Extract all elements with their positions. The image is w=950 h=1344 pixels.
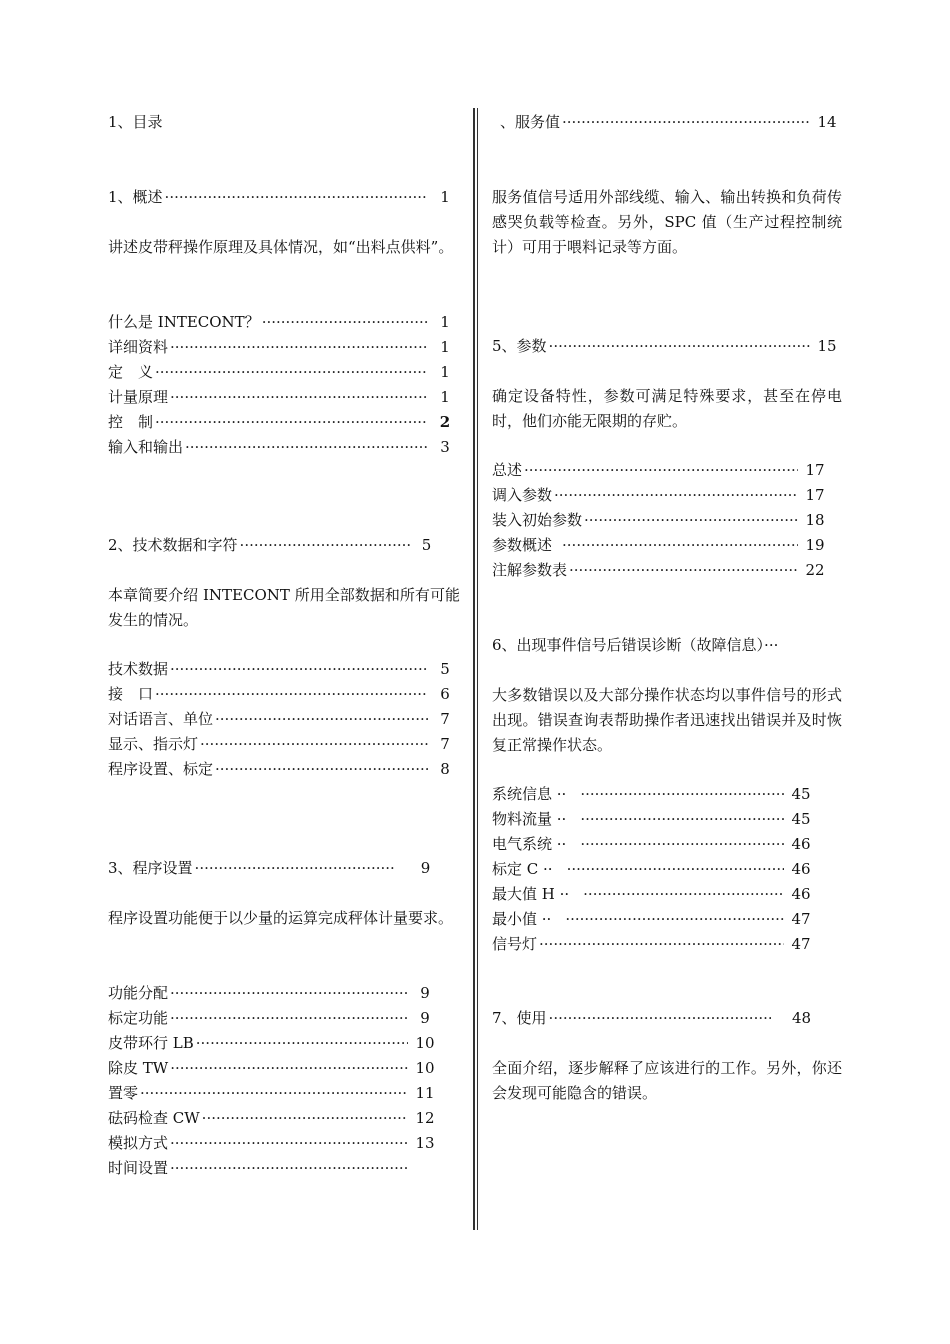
page-number: 1 bbox=[440, 313, 450, 331]
page-number: 46 bbox=[791, 885, 811, 903]
section-2-items bbox=[108, 657, 460, 782]
entry-label: 时间设置 bbox=[108, 1159, 169, 1177]
leader-dots bbox=[195, 856, 395, 881]
section-3-description: 程序设置功能便于以少量的运算完成秤体计量要求。 bbox=[108, 909, 454, 927]
toc-entry bbox=[108, 1056, 440, 1081]
leader-dots bbox=[262, 310, 428, 335]
page-number: 22 bbox=[805, 561, 825, 579]
toc-entry bbox=[108, 1081, 440, 1106]
page-number: 1 bbox=[440, 188, 450, 206]
page-number: 12 bbox=[415, 1109, 435, 1127]
page-number: 2 bbox=[439, 413, 451, 431]
toc-entry bbox=[108, 732, 460, 757]
leader-dots bbox=[565, 907, 784, 932]
leader-dots bbox=[215, 757, 428, 782]
leader-dots bbox=[549, 1006, 771, 1031]
leader-dots bbox=[539, 932, 784, 957]
section-5 bbox=[492, 334, 842, 359]
leader-dots bbox=[155, 410, 428, 435]
section-5-desc-block bbox=[492, 384, 842, 434]
entry-label: 装入初始参数 bbox=[492, 511, 583, 529]
entry-label: 计量原理 bbox=[108, 388, 169, 406]
page-number: 10 bbox=[415, 1059, 435, 1077]
leader-dots bbox=[170, 385, 428, 410]
entry-label: 最大值 H ·· bbox=[492, 885, 570, 903]
section-title: 1、概述 bbox=[108, 188, 163, 206]
entry-label: 标定 C ·· bbox=[492, 860, 553, 878]
section-3 bbox=[108, 856, 460, 881]
page-number: 45 bbox=[791, 810, 811, 828]
entry-label: 最小值 ·· bbox=[492, 910, 552, 928]
leader-dots bbox=[562, 533, 798, 558]
toc-entry bbox=[108, 657, 460, 682]
page-number: 9 bbox=[420, 1009, 430, 1027]
leader-dots bbox=[580, 782, 784, 807]
entry-label: 信号灯 bbox=[492, 935, 538, 953]
page-number: 10 bbox=[415, 1034, 435, 1052]
page-number: 13 bbox=[415, 1134, 435, 1152]
leader-dots bbox=[140, 1081, 408, 1106]
section-7-title bbox=[492, 1006, 812, 1031]
section-1-description: 讲述皮带秤操作原理及具体情况，如“出料点供料”。 bbox=[108, 238, 454, 256]
leader-dots bbox=[165, 185, 428, 210]
entry-label: 模拟方式 bbox=[108, 1134, 169, 1152]
section-1-title bbox=[108, 185, 460, 210]
toc-entry bbox=[108, 1106, 440, 1131]
section-1 bbox=[108, 185, 460, 210]
toc-entry bbox=[492, 483, 830, 508]
toc-entry bbox=[108, 1006, 440, 1031]
entry-label: 总述 bbox=[492, 461, 523, 479]
entry-label: 砝码检查 CW bbox=[108, 1109, 200, 1127]
leader-dots bbox=[583, 882, 784, 907]
page-number: 6 bbox=[440, 685, 450, 703]
toc-heading: 1、目录 bbox=[108, 113, 163, 131]
toc-entry bbox=[108, 310, 460, 335]
section-title: 3、程序设置 bbox=[108, 859, 193, 877]
toc-entry bbox=[492, 458, 830, 483]
entry-label: 控 制 bbox=[108, 413, 154, 431]
page-number: 1 bbox=[440, 388, 450, 406]
entry-label: 什么是 INTECONT？ bbox=[108, 313, 260, 331]
section-6-description: 大多数错误以及大部分操作状态均以事件信号的形式出现。错误查询表帮助操作者迅速找出错误并及时恢复正常操作状态。 bbox=[492, 686, 842, 754]
entry-label: 定 义 bbox=[108, 363, 154, 381]
toc-entry bbox=[492, 832, 816, 857]
page-number: 3 bbox=[440, 438, 450, 456]
toc-entry bbox=[492, 533, 830, 558]
page-number: 47 bbox=[791, 910, 811, 928]
leader-dots bbox=[240, 533, 410, 558]
entry-label: 参数概述 bbox=[492, 536, 553, 554]
entry-label: 标定功能 bbox=[108, 1009, 169, 1027]
page-number: 5 bbox=[440, 660, 450, 678]
section-3-title bbox=[108, 856, 460, 881]
toc-entry bbox=[492, 508, 830, 533]
entry-label: 物料流量 ·· bbox=[492, 810, 567, 828]
page-number: 7 bbox=[440, 710, 450, 728]
leader-dots bbox=[549, 334, 810, 359]
page-number: 7 bbox=[440, 735, 450, 753]
toc-entry bbox=[492, 932, 816, 957]
page-number: 9 bbox=[420, 859, 431, 877]
entry-label: 程序设置、标定 bbox=[108, 760, 214, 778]
toc-entry bbox=[108, 1131, 440, 1156]
toc-entry bbox=[108, 981, 440, 1006]
section-title: 、服务值 bbox=[500, 113, 561, 131]
toc-entry bbox=[108, 757, 460, 782]
leader-dots bbox=[580, 807, 784, 832]
toc-entry bbox=[108, 1156, 440, 1181]
leader-dots bbox=[215, 707, 428, 732]
entry-label: 详细资料 bbox=[108, 338, 169, 356]
leader-dots bbox=[170, 1131, 408, 1156]
section-2-title bbox=[108, 533, 460, 558]
toc-entry bbox=[108, 682, 460, 707]
section-title: 2、技术数据和字符 bbox=[108, 536, 238, 554]
leader-dots bbox=[200, 732, 428, 757]
section-1-desc-block bbox=[108, 235, 460, 260]
section-5-items bbox=[492, 458, 830, 583]
entry-label: 调入参数 bbox=[492, 486, 553, 504]
page-number: 19 bbox=[805, 536, 825, 554]
entry-label: 皮带环行 LB bbox=[108, 1034, 194, 1052]
section-7-description: 全面介绍，逐步解释了应该进行的工作。另外，你还会发现可能隐含的错误。 bbox=[492, 1059, 842, 1102]
leader-dots bbox=[580, 832, 784, 857]
toc-entry bbox=[108, 360, 460, 385]
leader-dots bbox=[584, 508, 798, 533]
toc-entry bbox=[492, 907, 816, 932]
leader-dots bbox=[170, 1006, 408, 1031]
leader-dots bbox=[170, 1156, 408, 1181]
section-2-description: 本章简要介绍 INTECONT 所用全部数据和所有可能发生的情况。 bbox=[108, 586, 460, 629]
leader-dots bbox=[155, 360, 428, 385]
section-2-desc-block bbox=[108, 583, 460, 633]
section-1-items bbox=[108, 310, 460, 460]
toc-entry bbox=[492, 857, 816, 882]
toc-entry bbox=[492, 882, 816, 907]
leader-dots bbox=[185, 435, 428, 460]
toc-heading-block bbox=[108, 110, 460, 135]
section-title: 7、使用 bbox=[492, 1009, 547, 1027]
toc-entry bbox=[108, 435, 460, 460]
page-number: 46 bbox=[791, 835, 811, 853]
section-4-title bbox=[492, 110, 842, 135]
section-2 bbox=[108, 533, 460, 558]
leader-dots bbox=[554, 483, 798, 508]
toc-entry bbox=[108, 335, 460, 360]
section-4-description: 服务值信号适用外部线缆、输入、输出转换和负荷传感哭负载等检查。另外，SPC 值（生产过程控制统计）可用于喂料记录等方面。 bbox=[492, 188, 842, 256]
page-number: 15 bbox=[817, 337, 837, 355]
leader-dots bbox=[170, 657, 428, 682]
entry-label: 除皮 TW bbox=[108, 1059, 169, 1077]
entry-label: 系统信息 ·· bbox=[492, 785, 567, 803]
page-number: 1 bbox=[440, 338, 450, 356]
toc-entry bbox=[492, 558, 830, 583]
section-7-desc-block bbox=[492, 1056, 842, 1106]
toc-entry bbox=[108, 410, 460, 435]
toc-entry bbox=[492, 782, 816, 807]
entry-label: 输入和输出 bbox=[108, 438, 184, 456]
entry-label: 功能分配 bbox=[108, 984, 169, 1002]
page-number: 18 bbox=[805, 511, 825, 529]
section-5-title bbox=[492, 334, 842, 359]
leader-dots bbox=[155, 682, 428, 707]
section-5-description: 确定设备特性，参数可满足特殊要求，甚至在停电时，他们亦能无限期的存贮。 bbox=[492, 387, 842, 430]
page-number: 17 bbox=[805, 461, 825, 479]
toc-entry bbox=[108, 1031, 440, 1056]
leader-dots bbox=[569, 558, 798, 583]
page-number: 46 bbox=[791, 860, 811, 878]
section-4-desc-block bbox=[492, 185, 842, 260]
section-7 bbox=[492, 1006, 812, 1031]
toc-entry bbox=[108, 707, 460, 732]
entry-label: 技术数据 bbox=[108, 660, 169, 678]
entry-label: 注解参数表 bbox=[492, 561, 568, 579]
leader-dots bbox=[202, 1106, 408, 1131]
leader-dots bbox=[196, 1031, 408, 1056]
section-6 bbox=[492, 633, 842, 658]
section-6-desc-block bbox=[492, 683, 842, 758]
page-number: 11 bbox=[415, 1084, 435, 1102]
section-3-items bbox=[108, 981, 440, 1181]
page-number: 47 bbox=[791, 935, 811, 953]
page-number: 5 bbox=[421, 536, 432, 554]
section-6-items bbox=[492, 782, 816, 957]
column-divider bbox=[473, 108, 475, 1230]
page-number: 14 bbox=[817, 113, 837, 131]
page-number: 9 bbox=[420, 984, 430, 1002]
entry-label: 对话语言、单位 bbox=[108, 710, 214, 728]
entry-label: 置零 bbox=[108, 1084, 139, 1102]
page-number: 8 bbox=[440, 760, 450, 778]
entry-label: 接 口 bbox=[108, 685, 154, 703]
leader-dots bbox=[562, 110, 810, 135]
page-number: 45 bbox=[791, 785, 811, 803]
entry-label: 电气系统 ·· bbox=[492, 835, 567, 853]
leader-dots bbox=[567, 857, 784, 882]
leader-dots bbox=[170, 1056, 408, 1081]
page-number: 1 bbox=[440, 363, 450, 381]
section-4 bbox=[492, 110, 842, 135]
entry-label: 显示、指示灯 bbox=[108, 735, 199, 753]
toc-entry bbox=[492, 807, 816, 832]
leader-dots bbox=[524, 458, 798, 483]
page-number: 17 bbox=[805, 486, 825, 504]
leader-dots bbox=[170, 981, 408, 1006]
section-title: 5、参数 bbox=[492, 337, 547, 355]
section-3-desc-block bbox=[108, 906, 460, 931]
page-number: 48 bbox=[792, 1009, 812, 1027]
toc-entry bbox=[108, 385, 460, 410]
section-6-title: 6、出现事件信号后错误诊断（故障信息）··· bbox=[492, 636, 779, 654]
leader-dots bbox=[170, 335, 428, 360]
